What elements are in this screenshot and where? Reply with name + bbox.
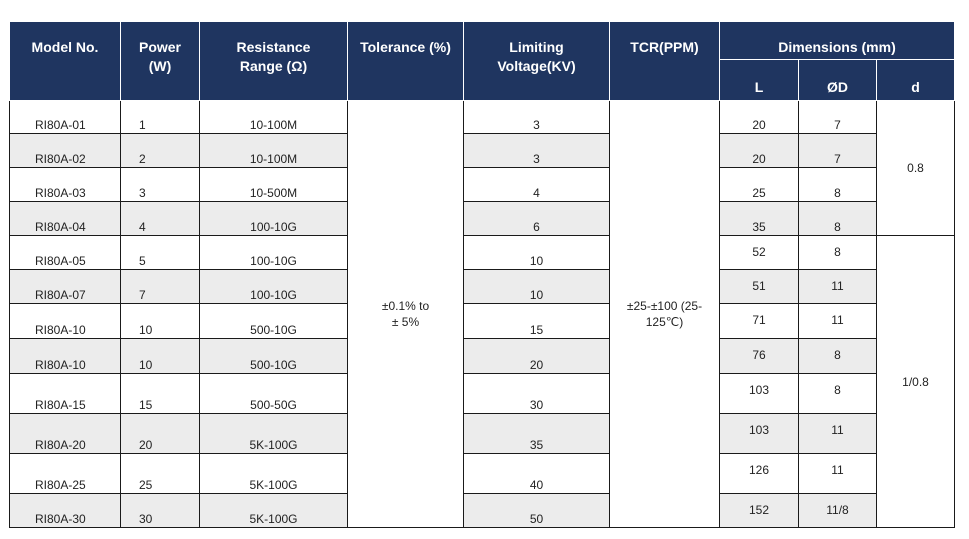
model-no-cell: RI80A-05 [10,236,121,270]
table-row [10,454,955,494]
resistance-range-cell: 10-100M [200,101,348,134]
dim-length-cell: 71 [720,304,799,339]
table-row [10,202,955,236]
header-dimensions: Dimensions (mm) [720,22,955,60]
limiting-voltage-cell: 15 [464,304,610,339]
table-row [10,168,955,202]
resistance-range-cell: 5K-100G [200,454,348,494]
resistance-range-cell: 500-10G [200,339,348,374]
table-row [10,101,955,134]
limiting-voltage-cell: 35 [464,414,610,454]
header-dim-length: L [720,60,799,101]
model-no-cell: RI80A-01 [10,101,121,134]
power-cell: 1 [121,101,200,134]
dim-length-cell: 52 [720,236,799,270]
dim-diameter-cell: 8 [799,202,877,236]
dim-length-cell: 152 [720,494,799,528]
lead-diameter-cell: 1/0.8 [877,236,955,528]
table-row [10,374,955,414]
model-no-cell: RI80A-04 [10,202,121,236]
tolerance-cell: ±0.1% to ± 5% [348,101,464,528]
dim-diameter-cell: 11 [799,414,877,454]
dim-length-cell: 103 [720,374,799,414]
resistance-range-cell: 100-10G [200,202,348,236]
header-resistance-range: Resistance Range (Ω) [200,22,348,101]
limiting-voltage-cell: 10 [464,236,610,270]
dim-diameter-cell: 11/8 [799,494,877,528]
limiting-voltage-cell: 6 [464,202,610,236]
resistance-range-cell: 10-100M [200,134,348,168]
model-no-cell: RI80A-15 [10,374,121,414]
tcr-cell: ±25-±100 (25- 125℃) [610,101,720,528]
power-cell: 30 [121,494,200,528]
resistance-range-cell: 100-10G [200,270,348,304]
dim-length-cell: 35 [720,202,799,236]
limiting-voltage-cell: 50 [464,494,610,528]
limiting-voltage-cell: 10 [464,270,610,304]
model-no-cell: RI80A-02 [10,134,121,168]
table-row [10,494,955,528]
limiting-voltage-cell: 4 [464,168,610,202]
model-no-cell: RI80A-30 [10,494,121,528]
header-power: Power (W) [121,22,200,101]
dim-length-cell: 51 [720,270,799,304]
table-row [10,236,955,270]
limiting-voltage-cell: 20 [464,339,610,374]
dim-length-cell: 20 [720,134,799,168]
table-row [10,339,955,374]
resistor-spec-table [9,21,955,528]
dim-length-cell: 76 [720,339,799,374]
table-row [10,134,955,168]
header-model-no: Model No. [10,22,121,101]
power-cell: 10 [121,339,200,374]
dim-diameter-cell: 11 [799,454,877,494]
table-row [10,304,955,339]
dim-diameter-cell: 11 [799,304,877,339]
dim-diameter-cell: 8 [799,374,877,414]
lead-diameter-cell: 0.8 [877,101,955,236]
power-cell: 2 [121,134,200,168]
dim-length-cell: 103 [720,414,799,454]
dim-length-cell: 126 [720,454,799,494]
table-body [10,101,955,528]
power-cell: 20 [121,414,200,454]
dim-diameter-cell: 7 [799,101,877,134]
dim-length-cell: 25 [720,168,799,202]
model-no-cell: RI80A-07 [10,270,121,304]
power-cell: 10 [121,304,200,339]
resistance-range-cell: 500-50G [200,374,348,414]
resistance-range-cell: 5K-100G [200,414,348,454]
dim-diameter-cell: 8 [799,236,877,270]
header-tcr: TCR(PPM) [610,22,720,101]
power-cell: 3 [121,168,200,202]
dim-diameter-cell: 7 [799,134,877,168]
header-dim-lead: d [877,60,955,101]
header-dim-diameter: ØD [799,60,877,101]
limiting-voltage-cell: 30 [464,374,610,414]
table-row [10,414,955,454]
power-cell: 4 [121,202,200,236]
table-row [10,270,955,304]
resistance-range-cell: 500-10G [200,304,348,339]
limiting-voltage-cell: 3 [464,101,610,134]
header-limiting-voltage: Limiting Voltage(KV) [464,22,610,101]
resistance-range-cell: 5K-100G [200,494,348,528]
dim-diameter-cell: 8 [799,339,877,374]
dim-diameter-cell: 11 [799,270,877,304]
resistance-range-cell: 10-500M [200,168,348,202]
model-no-cell: RI80A-10 [10,304,121,339]
power-cell: 7 [121,270,200,304]
limiting-voltage-cell: 40 [464,454,610,494]
model-no-cell: RI80A-20 [10,414,121,454]
dim-diameter-cell: 8 [799,168,877,202]
limiting-voltage-cell: 3 [464,134,610,168]
dim-length-cell: 20 [720,101,799,134]
header-tolerance: Tolerance (%) [348,22,464,101]
model-no-cell: RI80A-25 [10,454,121,494]
power-cell: 25 [121,454,200,494]
resistance-range-cell: 100-10G [200,236,348,270]
model-no-cell: RI80A-03 [10,168,121,202]
model-no-cell: RI80A-10 [10,339,121,374]
power-cell: 5 [121,236,200,270]
power-cell: 15 [121,374,200,414]
